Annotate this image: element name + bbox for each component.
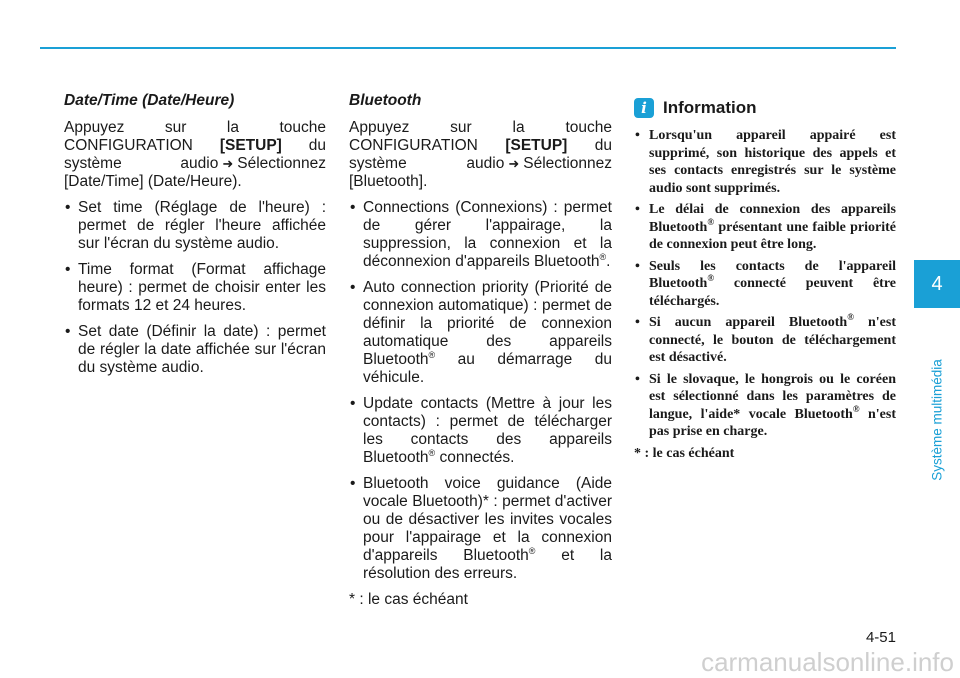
registered-mark: ® [847,312,854,322]
arrow-right-icon: ➜ [508,156,520,171]
list-item [634,371,896,441]
list-item: • Set date (Définir la date) : permet de régler la date affichée sur l'écran du système audio. [64,323,326,377]
bluetooth-section [349,92,612,609]
registered-mark: ® [707,273,715,283]
list-item: • Set time (Réglage de l'heure) : permet de régler l'heure affichée sur l'écran du système audio. [64,199,326,253]
item-text: Lorsqu'un appareil appairé est supprimé, son historique des appels et ses contacts enregistrés sur le système audio sont supprimés. [649,128,896,196]
registered-mark: ® [852,403,860,414]
date-time-intro [64,119,326,191]
item-text-after: connecté peuvent être téléchargés. [649,276,896,309]
list-item [349,475,612,583]
registered-mark: ® [528,546,536,556]
bluetooth-options [349,199,612,583]
information-footnote: * : le cas échéant [634,445,735,461]
date-time-options [64,199,326,377]
item-text: Auto connection priority (Priorité de connexion automatique) : permet de définir la priorité de connexion automatique des appareils Bluetooth [363,279,612,368]
page-number: 4-51 [865,629,896,646]
item-text: Seuls les contacts de l'appareil Bluetooth [649,258,896,291]
item-text-after: n'est connecté, le bouton de téléchargement est désactivé. [649,315,896,365]
list-item [634,314,896,367]
bluetooth-intro [349,119,612,191]
item-text-after: au démarrage du véhicule. [363,351,612,386]
item-text: Si le slovaque, le hongrois ou le coréen est sélectionné dans les paramètres de langue, l'aide* vocale Bluetooth [649,371,896,422]
bluetooth-heading: Bluetooth [349,92,422,109]
info-icon: i [634,98,654,118]
information-header [634,98,896,118]
date-time-section [64,92,326,385]
item-text: Connections (Connexions) : permet de gérer l'appairage, la suppression, la connexion et la déconnexion d'appareils Bluetooth [363,199,612,270]
header-rule [40,47,896,49]
information-title: Information [663,98,757,117]
item-text-after: . [606,253,611,270]
intro-text-after: Sélectionnez [Date/Time] (Date/Heure). [64,155,326,190]
item-text: Le délai de connexion des appareils Bluetooth [649,202,896,235]
date-time-heading: Date/Time (Date/Heure) [64,92,235,109]
list-item [634,127,896,197]
list-item [349,279,612,387]
intro-text-middle: du système audio [64,137,326,172]
item-text-after: connectés. [435,449,515,466]
item-text: Si aucun appareil Bluetooth [649,315,848,330]
setup-key: [SETUP] [505,137,568,154]
setup-key: [SETUP] [219,137,282,154]
item-text-after: présentant une faible priorité de connexion peut être long. [649,219,896,252]
item-text: Update contacts (Mettre à jour les contacts) : permet de télécharger les contacts des appareils Bluetooth [363,395,612,466]
list-item [349,395,612,467]
bluetooth-footnote: * : le cas échéant [349,591,468,608]
registered-mark: ® [428,350,436,360]
chapter-tab: 4 [914,260,960,308]
intro-text-after: Sélectionnez [Bluetooth]. [349,155,612,190]
list-item [634,201,896,254]
registered-mark: ® [599,252,607,262]
intro-text: Appuyez sur la touche CONFIGURATION [64,119,326,154]
intro-text: Appuyez sur la touche CONFIGURATION [349,119,612,154]
list-item [634,258,896,311]
intro-text-middle: du système audio [349,137,612,172]
information-box [634,98,896,462]
arrow-right-icon: ➜ [222,156,234,171]
item-text-after: et la résolution des erreurs. [363,547,612,582]
item-text-after: n'est pas prise en charge. [649,406,897,439]
chapter-label-text: Système multimédia [929,359,945,481]
list-item: • Time format (Format affichage heure) : permet de choisir enter les formats 12 et 24 heures. [64,261,326,315]
item-text: Bluetooth voice guidance (Aide vocale Bluetooth)* : permet d'activer ou de désactiver les invites vocales pour l'appairage et la connexion d'appareils Bluetooth [363,475,612,564]
information-list [634,127,896,441]
watermark: carmanualsonline.info [701,646,954,677]
registered-mark: ® [707,216,715,227]
registered-mark: ® [428,448,436,458]
list-item [349,199,612,271]
